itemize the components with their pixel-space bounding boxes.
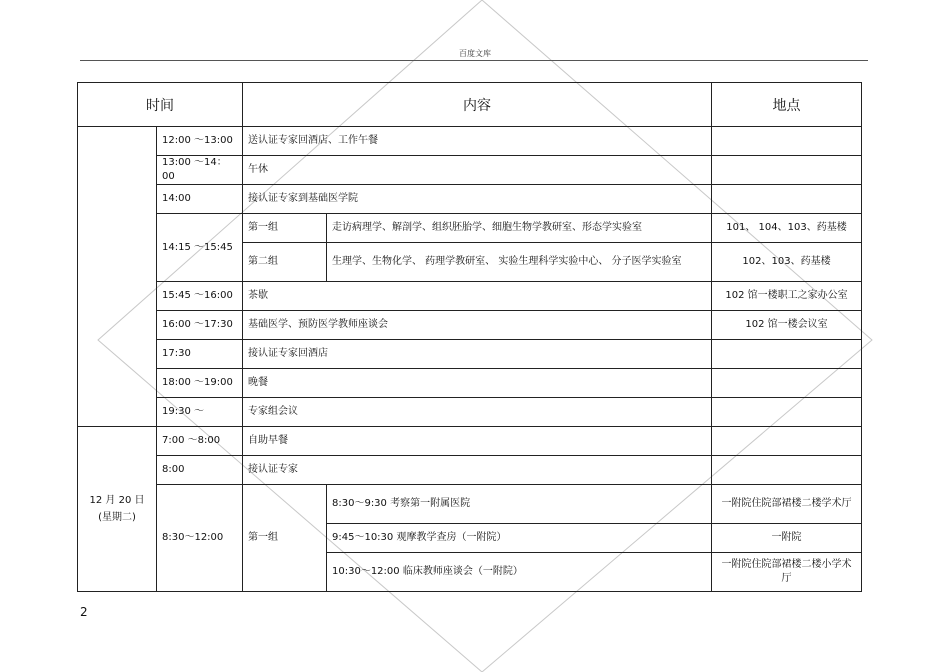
- row-location: [712, 427, 862, 456]
- column-header-content: 内容: [243, 83, 712, 127]
- row-time: 12:00 ～13:00: [157, 127, 243, 156]
- table-header-row: [78, 83, 862, 127]
- row-content: 专家组会议: [243, 398, 712, 427]
- row-content: 午休: [243, 156, 712, 185]
- row-time: 16:00 ～17:30: [157, 311, 243, 340]
- table-row: [78, 311, 862, 340]
- table-row: [78, 369, 862, 398]
- page-number: 2: [80, 605, 88, 619]
- row-time: 14:00: [157, 185, 243, 214]
- row-location: 101、 104、103、药基楼: [712, 214, 862, 243]
- row-group: 第一组: [243, 214, 327, 243]
- table-row: [78, 427, 862, 456]
- row-time: 13:00 ～14：00: [157, 156, 243, 185]
- row-content: 晚餐: [243, 369, 712, 398]
- row-location: [712, 185, 862, 214]
- day2-date: 12 月 20 日: [89, 495, 145, 506]
- header-title: 百度文库: [459, 49, 491, 58]
- row-location: [712, 456, 862, 485]
- row-content: 9:45～10:30 观摩教学查房（一附院）: [327, 524, 712, 553]
- table-row: [78, 485, 862, 524]
- row-time: 19:30 ～: [157, 398, 243, 427]
- row-time: 17:30: [157, 340, 243, 369]
- row-time: 14:15 ～15:45: [157, 214, 243, 282]
- row-location: 102、103、药基楼: [712, 243, 862, 282]
- row-content: 走访病理学、解剖学、组织胚胎学、细胞生物学教研室、形态学实验室: [327, 214, 712, 243]
- table-row: [78, 156, 862, 185]
- row-content: 接认证专家到基础医学院: [243, 185, 712, 214]
- row-location: [712, 340, 862, 369]
- column-header-location: 地点: [712, 83, 862, 127]
- row-location: 102 馆一楼会议室: [712, 311, 862, 340]
- table-row: [78, 214, 862, 243]
- day2-date-cell: [78, 427, 157, 592]
- row-location: [712, 369, 862, 398]
- table-row: [78, 185, 862, 214]
- row-location: [712, 156, 862, 185]
- row-content: 自助早餐: [243, 427, 712, 456]
- row-content: 生理学、生物化学、 药理学教研室、 实验生理科学实验中心、 分子医学实验室: [327, 243, 712, 282]
- row-time: 8:00: [157, 456, 243, 485]
- row-location: 一附院住院部裙楼二楼学术厅: [712, 485, 862, 524]
- row-location: [712, 398, 862, 427]
- table-row: [78, 398, 862, 427]
- day2-weekday: (星期二): [98, 512, 136, 523]
- row-time: 18:00 ～19:00: [157, 369, 243, 398]
- row-content: 接认证专家: [243, 456, 712, 485]
- row-group: 第一组: [243, 485, 327, 592]
- row-content: 基础医学、预防医学教师座谈会: [243, 311, 712, 340]
- row-location: 102 馆一楼职工之家办公室: [712, 282, 862, 311]
- row-location: 一附院: [712, 524, 862, 553]
- schedule-table: [77, 82, 862, 592]
- table-row: [78, 127, 862, 156]
- row-content: 茶歇: [243, 282, 712, 311]
- row-content: 接认证专家回酒店: [243, 340, 712, 369]
- row-location: 一附院住院部裙楼二楼小学术厅: [712, 553, 862, 592]
- row-content: 8:30～9:30 考察第一附属医院: [327, 485, 712, 524]
- row-location: [712, 127, 862, 156]
- day1-date-cell: [78, 127, 157, 427]
- table-row: [78, 282, 862, 311]
- row-time: 8:30～12:00: [157, 485, 243, 592]
- table-row: [78, 456, 862, 485]
- header-rule: [80, 60, 868, 61]
- table-row: [78, 340, 862, 369]
- column-header-time: 时间: [78, 83, 243, 127]
- row-time: 15:45 ～16:00: [157, 282, 243, 311]
- row-content: 送认证专家回酒店、工作午餐: [243, 127, 712, 156]
- row-group: 第二组: [243, 243, 327, 282]
- row-time: 7:00 ～8:00: [157, 427, 243, 456]
- row-content: 10:30～12:00 临床教师座谈会（一附院）: [327, 553, 712, 592]
